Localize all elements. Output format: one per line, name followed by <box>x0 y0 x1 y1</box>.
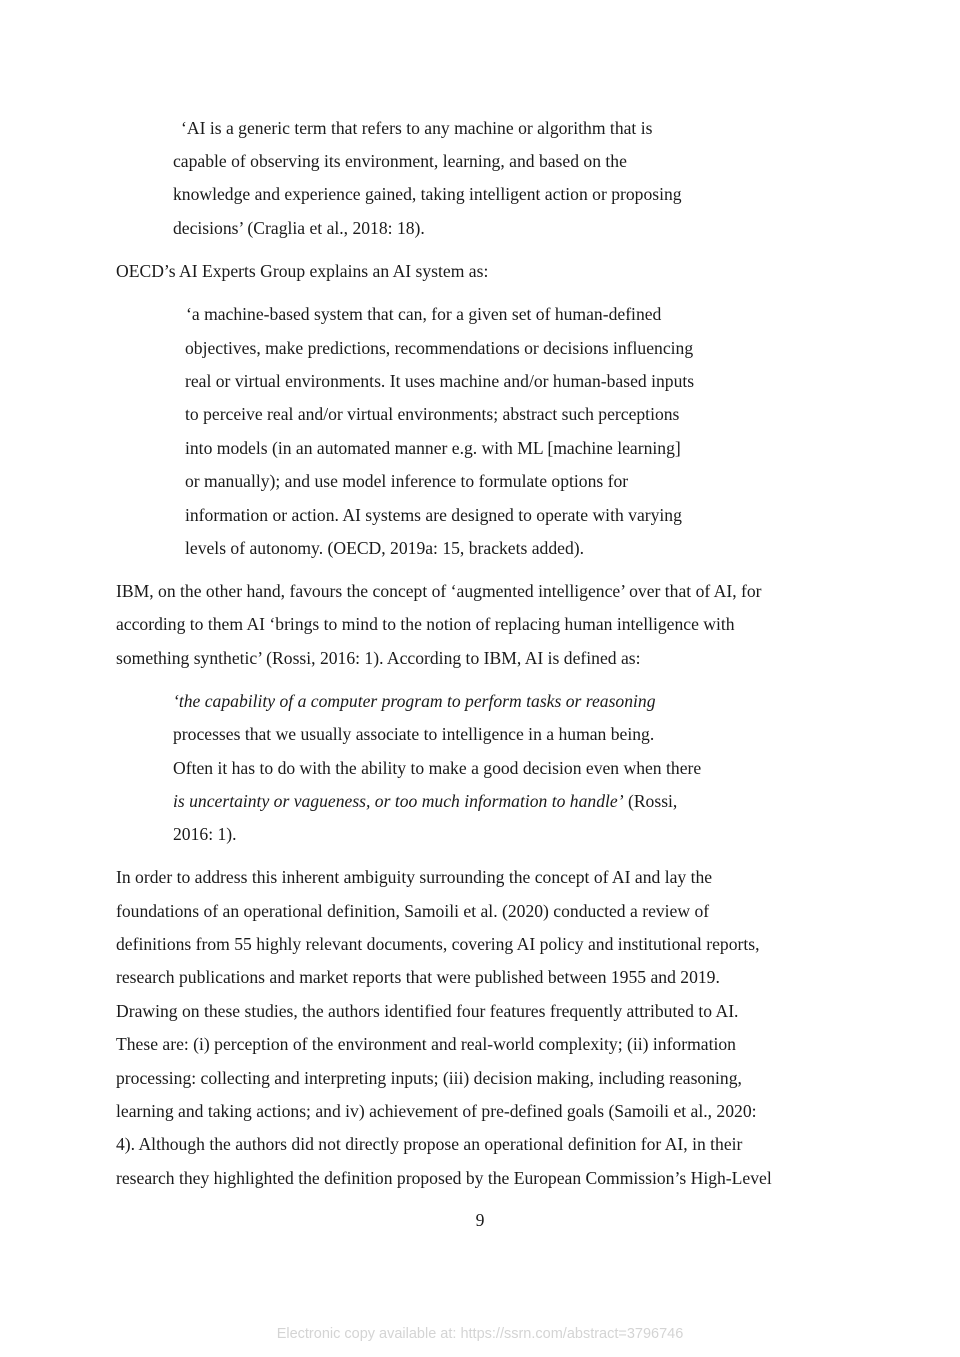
quote-line: capable of observing its environment, learning, and based on the <box>173 151 627 171</box>
quote-line: into models (in an automated manner e.g. with ML [machine learning] <box>185 438 681 458</box>
paragraph-line: definitions from 55 highly relevant documents, covering AI policy and institutional reports, <box>116 934 760 954</box>
quote-line <box>173 791 677 811</box>
quote-text: decisions <box>173 218 239 238</box>
paragraph-line: research they highlighted the definition proposed by the European Commission’s High-Level <box>116 1168 772 1188</box>
quote-line-last <box>173 218 425 238</box>
citation: (Rossi, <box>623 791 678 811</box>
quote-line: or manually); and use model inference to formulate options for <box>185 471 629 491</box>
ssrn-footer: Electronic copy available at: https://ssrn.com/abstract=3796746 <box>276 1326 684 1342</box>
quote-line: Often it has to do with the ability to make a good decision even when there <box>173 758 702 778</box>
paragraph-line: IBM, on the other hand, favours the concept of ‘augmented intelligence’ over that of AI, for <box>116 581 762 601</box>
paragraph-line: according to them AI ‘brings to mind to the notion of replacing human intelligence with <box>116 614 735 634</box>
quote-line: ‘a machine-based system that can, for a given set of human-defined <box>186 304 662 324</box>
quote-line: objectives, make predictions, recommendations or decisions influencing <box>185 338 694 358</box>
paragraph-line: 4). Although the authors did not directly propose an operational definition for AI, in their <box>116 1134 743 1154</box>
quote-line: real or virtual environments. It uses machine and/or human-based inputs <box>185 371 695 391</box>
paragraph-line: learning and taking actions; and iv) achievement of pre-defined goals (Samoili et al., 2020: <box>116 1101 757 1121</box>
quote-line: levels of autonomy. (OECD, 2019a: 15, brackets added). <box>185 538 585 558</box>
paragraph-line: processing: collecting and interpreting inputs; (iii) decision making, including reasoning, <box>116 1068 742 1088</box>
paragraph-line: These are: (i) perception of the environment and real-world complexity; (ii) information <box>116 1034 736 1054</box>
paragraph-line: research publications and market reports that were published between 1955 and 2019. <box>116 967 720 987</box>
quote-text: is uncertainty or vagueness, or too much information to handle’ <box>173 791 624 811</box>
quote-line: ‘the capability of a computer program to perform tasks or reasoning <box>173 691 656 711</box>
quote-line: processes that we usually associate to intelligence in a human being. <box>173 724 655 744</box>
paragraph-line: Drawing on these studies, the authors identified four features frequently attributed to AI. <box>116 1001 739 1021</box>
paragraph-oecd-intro: OECD’s AI Experts Group explains an AI system as: <box>116 261 489 281</box>
quote-line: 2016: 1). <box>173 824 237 844</box>
citation: ’ (Craglia et al., 2018: 18). <box>238 218 425 238</box>
paragraph-line: foundations of an operational definition, Samoili et al. (2020) conducted a review of <box>116 901 710 921</box>
page-number: 9 <box>475 1210 485 1230</box>
quote-line: information or action. AI systems are designed to operate with varying <box>185 505 682 525</box>
quote-line: to perceive real and/or virtual environments; abstract such perceptions <box>185 404 680 424</box>
paragraph-line: In order to address this inherent ambiguity surrounding the concept of AI and lay the <box>116 867 713 887</box>
paragraph-line: something synthetic’ (Rossi, 2016: 1). According to IBM, AI is defined as: <box>116 648 641 668</box>
quote-line: ‘AI is a generic term that refers to any machine or algorithm that is <box>181 118 653 138</box>
quote-line: knowledge and experience gained, taking intelligent action or proposing <box>173 184 682 204</box>
